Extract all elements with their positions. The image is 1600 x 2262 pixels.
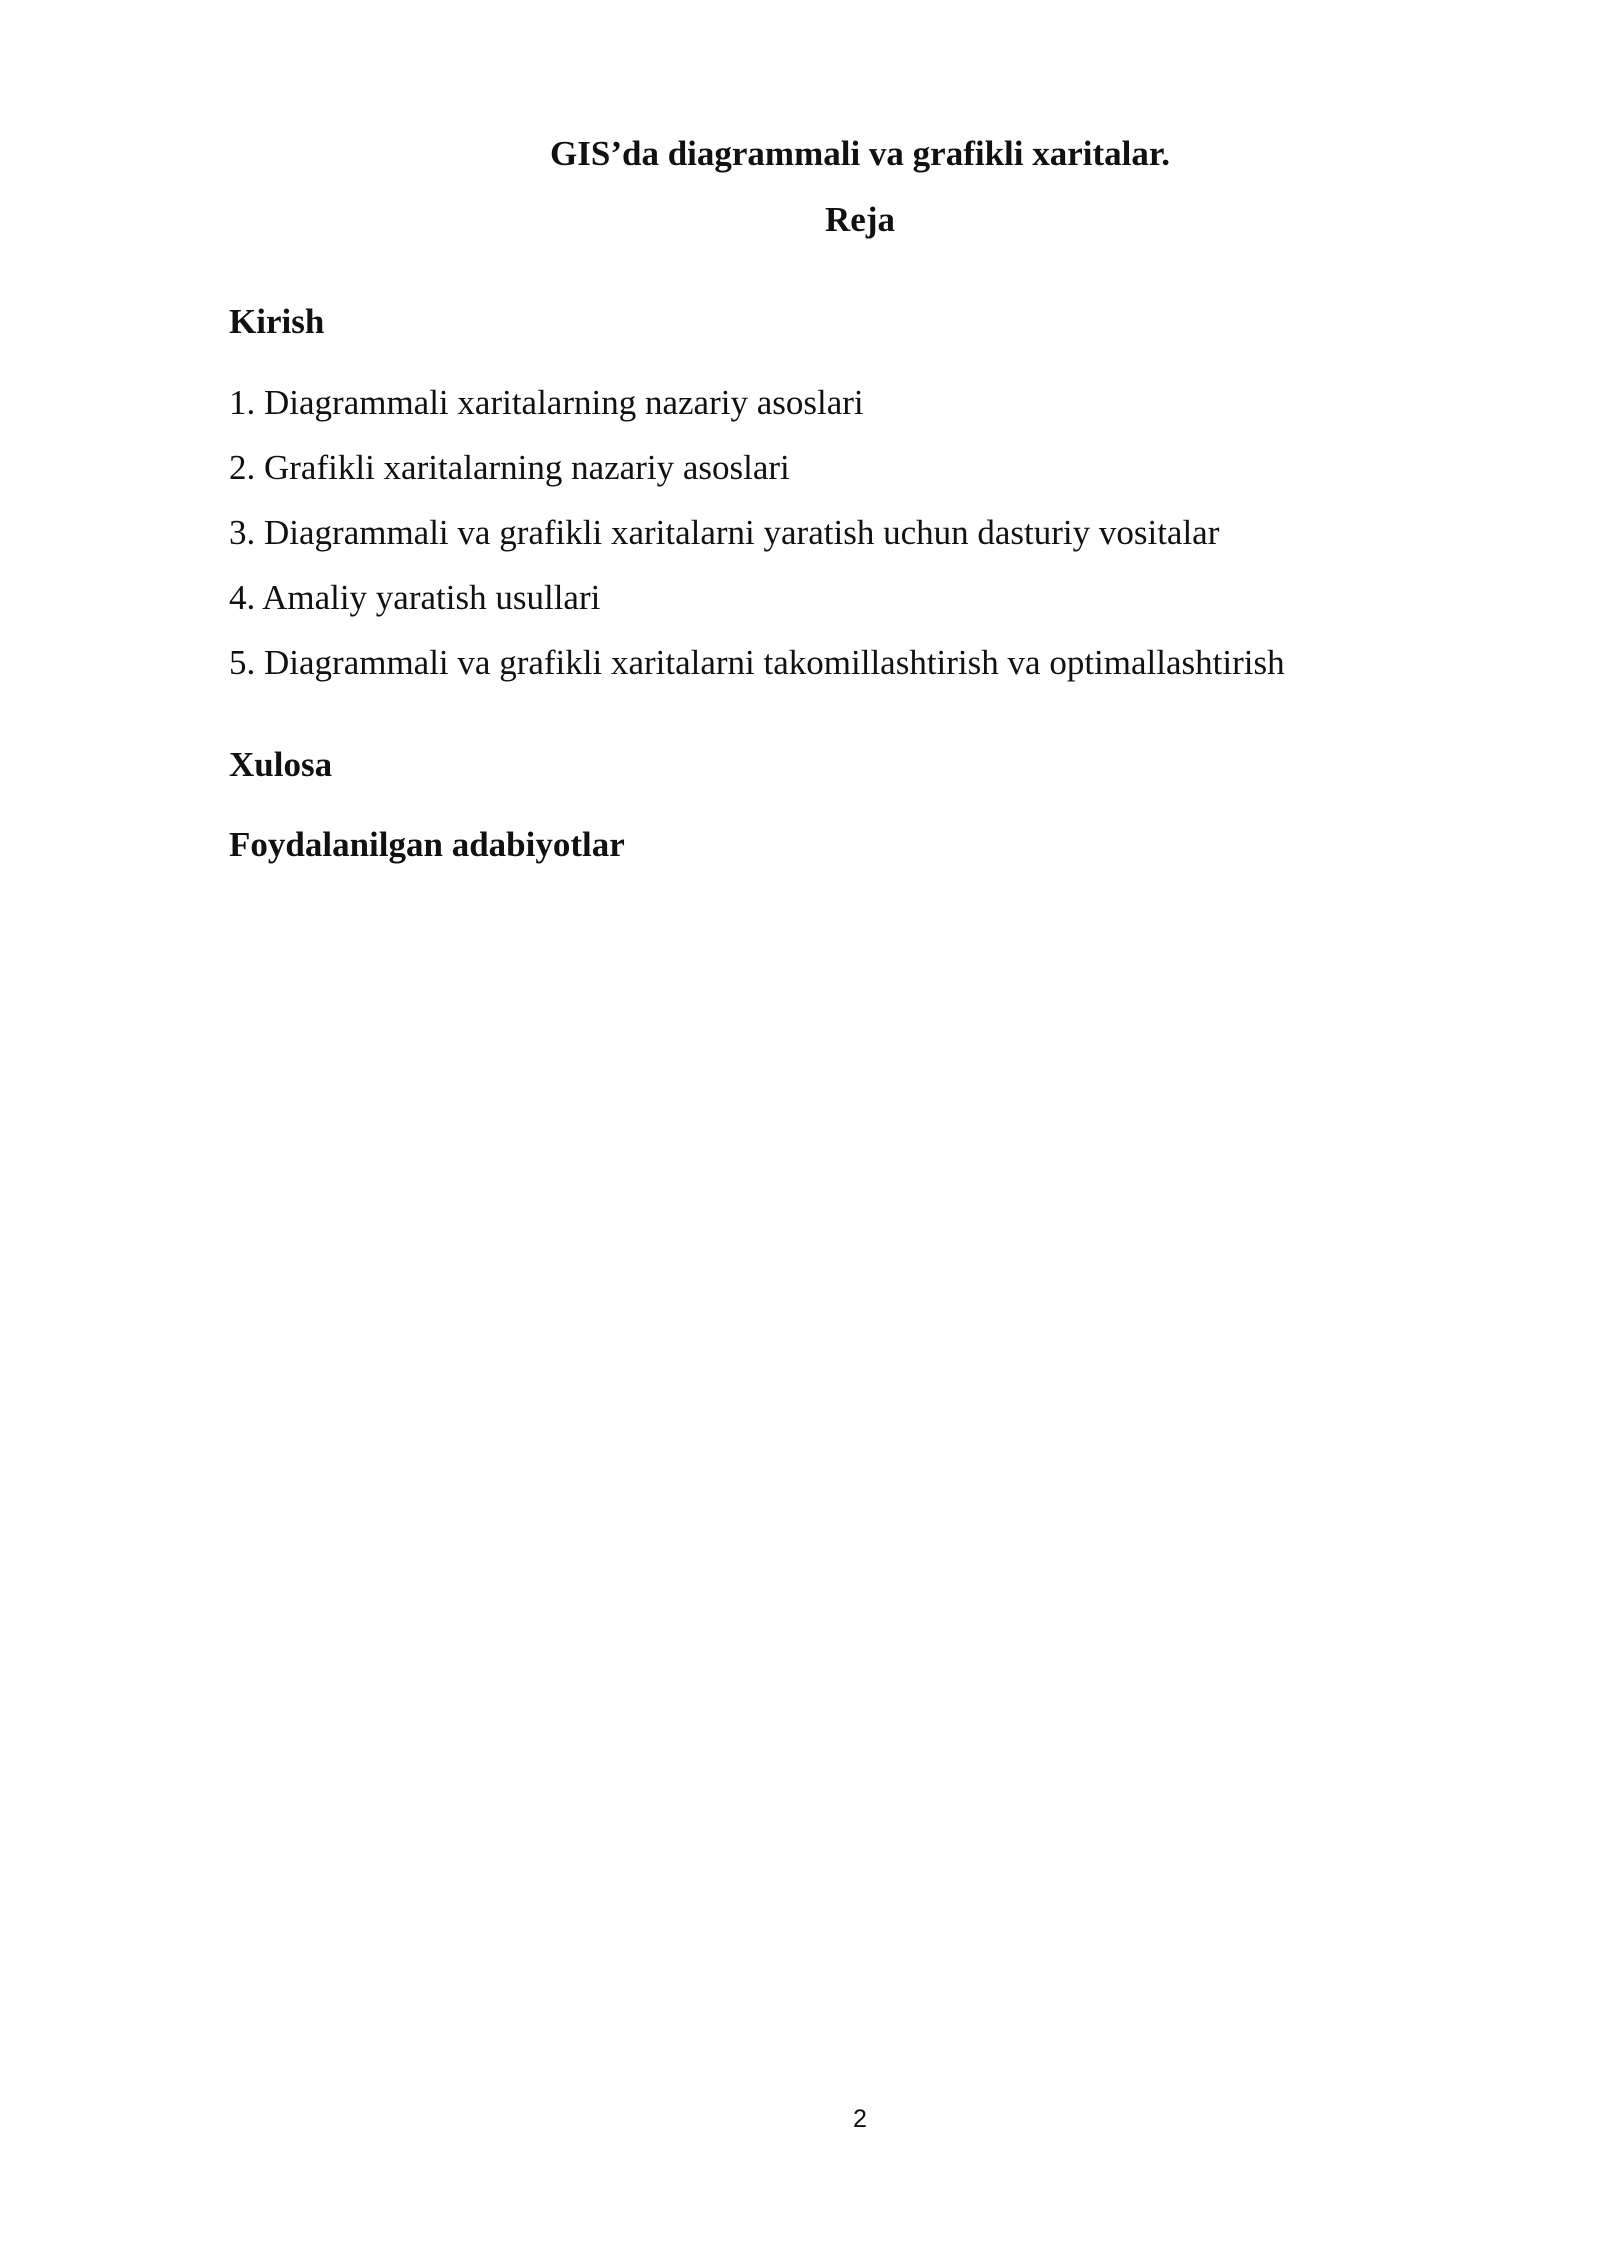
plan-item: 3. Diagrammali va grafikli xaritalarni yaratish uchun dasturiy vositalar — [229, 513, 1220, 552]
plan-list — [229, 381, 1529, 706]
page-number: 2 — [853, 2105, 867, 2133]
plan-heading: Reja — [825, 200, 895, 239]
plan-item: 4. Amaliy yaratish usullari — [229, 578, 601, 617]
conclusion-heading: Xulosa — [229, 745, 333, 784]
document-title: GIS’da diagrammali va grafikli xaritalar. — [550, 134, 1170, 173]
intro-heading: Kirish — [229, 302, 325, 341]
references-heading: Foydalanilgan adabiyotlar — [229, 825, 625, 864]
plan-item: 2. Grafikli xaritalarning nazariy asoslari — [229, 448, 790, 487]
plan-item: 1. Diagrammali xaritalarning nazariy asoslari — [229, 383, 864, 422]
plan-item: 5. Diagrammali va grafikli xaritalarni takomillashtirish va optimallashtirish — [229, 643, 1285, 682]
